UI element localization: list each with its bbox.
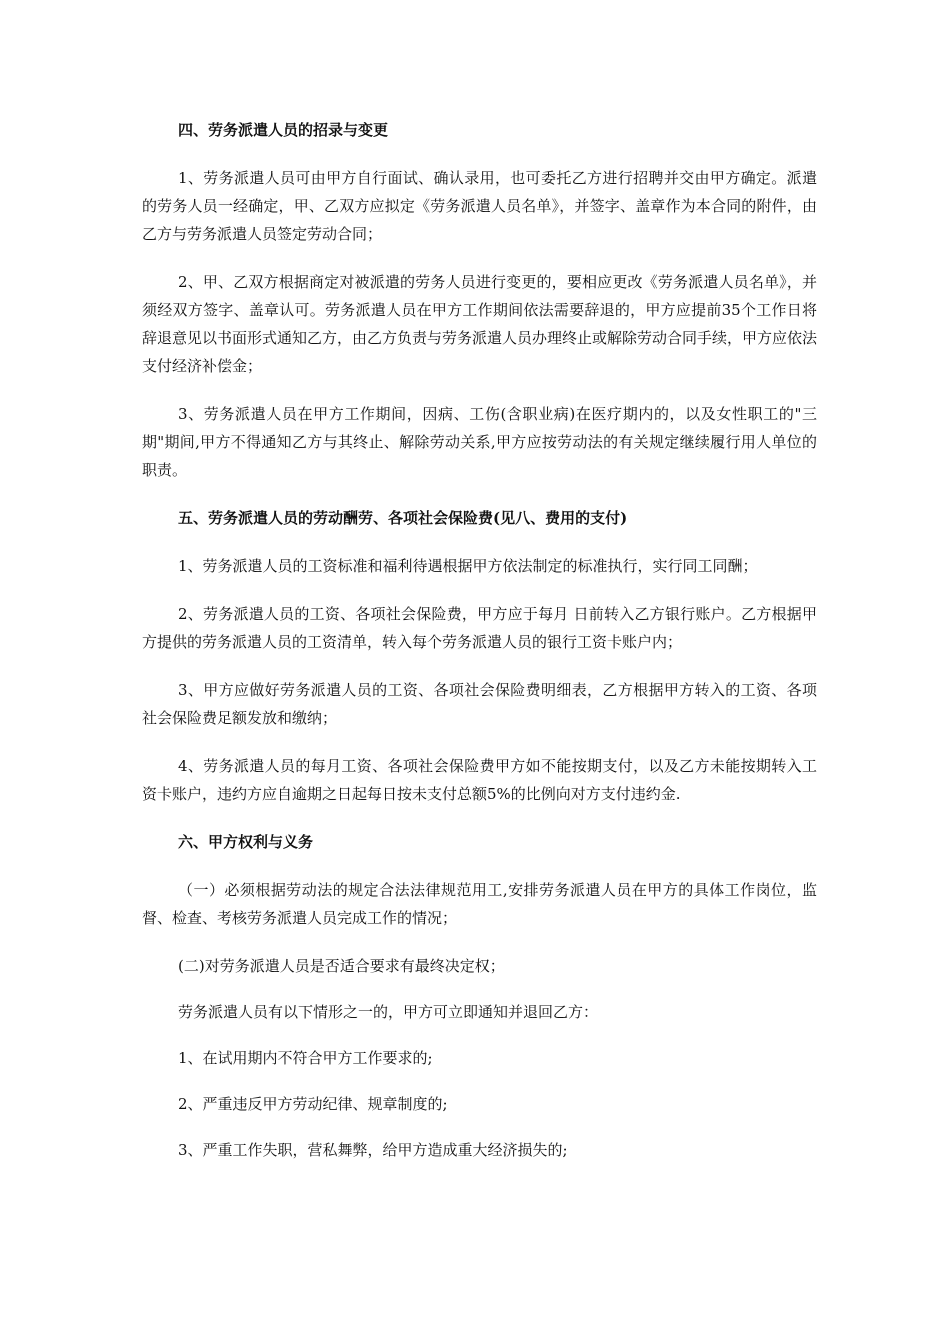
paragraph: 3、劳务派遣人员在甲方工作期间，因病、工伤(含职业病)在医疗期内的，以及女性职工的"三期"期间,甲方不得通知乙方与其终止、解除劳动关系,甲方应按劳动法的有关规定继续履行用人单位的职责。 <box>142 405 817 479</box>
paragraph: 2、劳务派遣人员的工资、各项社会保险费，甲方应于每月 日前转入乙方银行账户。乙方根据甲方提供的劳务派遣人员的工资清单，转入每个劳务派遣人员的银行工资卡账户内； <box>142 605 817 651</box>
list-item: 2、严重违反甲方劳动纪律、规章制度的; <box>178 1095 448 1113</box>
list-item: 3、严重工作失职，营私舞弊，给甲方造成重大经济损失的; <box>178 1141 568 1159</box>
paragraph: 4、劳务派遣人员的每月工资、各项社会保险费甲方如不能按期支付，以及乙方未能按期转入工资卡账户，违约方应自逾期之日起每日按未支付总额5%的比例向对方支付违约金. <box>142 757 817 803</box>
paragraph: （一）必须根据劳动法的规定合法法律规范用工,安排劳务派遣人员在甲方的具体工作岗位，监督、检查、考核劳务派遣人员完成工作的情况； <box>142 881 817 927</box>
document-page <box>142 116 817 1164</box>
section-heading-5: 五、劳务派遣人员的劳动酬劳、各项社会保险费(见八、费用的支付) <box>178 509 628 527</box>
paragraph: 3、甲方应做好劳务派遣人员的工资、各项社会保险费明细表，乙方根据甲方转入的工资、各项社会保险费足额发放和缴纳； <box>142 681 817 727</box>
paragraph: 1、劳务派遣人员的工资标准和福利待遇根据甲方依法制定的标准执行，实行同工同酬； <box>178 557 758 575</box>
section-heading-4: 四、劳务派遣人员的招录与变更 <box>178 121 389 139</box>
paragraph: 2、甲、乙双方根据商定对被派遣的劳务人员进行变更的，要相应更改《劳务派遣人员名单》，并须经双方签字、盖章认可。劳务派遣人员在甲方工作期间依法需要辞退的，甲方应提前35个工作日将辞退意见以书面形式通知乙方，由乙方负责与劳务派遣人员办理终止或解除劳动合同手续，甲方应依法支付经济补偿金； <box>142 273 818 375</box>
list-item: 1、在试用期内不符合甲方工作要求的; <box>178 1049 433 1067</box>
section-heading-6: 六、甲方权利与义务 <box>178 833 314 851</box>
paragraph: 1、劳务派遣人员可由甲方自行面试、确认录用，也可委托乙方进行招聘并交由甲方确定。派遣的劳务人员一经确定，甲、乙双方应拟定《劳务派遣人员名单》，并签字、盖章作为本合同的附件，由乙方与劳务派遣人员签定劳动合同； <box>142 169 817 243</box>
paragraph: (二)对劳务派遣人员是否适合要求有最终决定权； <box>178 957 505 975</box>
paragraph: 劳务派遣人员有以下情形之一的，甲方可立即通知并退回乙方： <box>178 1003 599 1021</box>
